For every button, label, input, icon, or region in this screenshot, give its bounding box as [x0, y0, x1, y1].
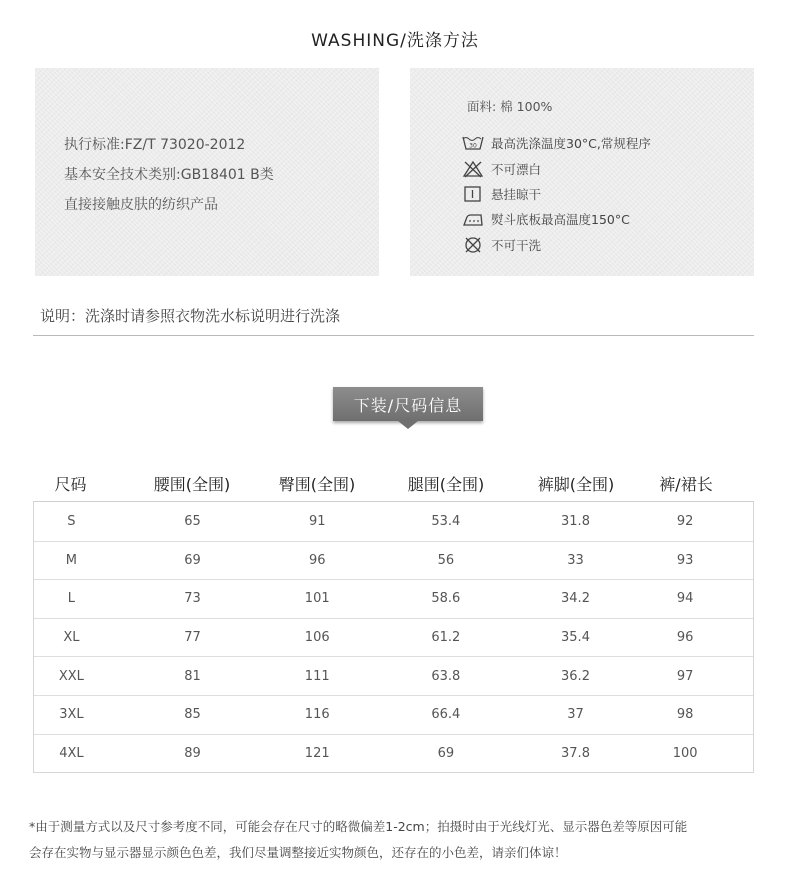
- cell-thigh: 61.2: [431, 630, 461, 646]
- header-waist: 腰围(全围): [153, 475, 231, 494]
- cell-thigh: 58.6: [431, 591, 461, 607]
- cell-size: 4XL: [59, 745, 84, 761]
- disclaimer-line-2: 会存在实物与显示器显示颜色色差，我们尽量调整接近实物颜色，还存在的小色差，请亲们体谅！: [29, 845, 567, 860]
- care-card: [410, 68, 754, 276]
- table-row: [34, 734, 753, 773]
- fabric-composition: 面料: 棉 100%: [467, 99, 553, 114]
- header-size: 尺码: [54, 475, 87, 494]
- header-thigh: 腿围(全围): [407, 475, 485, 494]
- cell-size: XXL: [58, 668, 84, 684]
- standard-line: 执行标准:FZ/T 73020-2012: [64, 137, 246, 153]
- cell-thigh: 69: [437, 745, 455, 761]
- cell-waist: 69: [184, 552, 201, 568]
- header-hem: 裤脚(全围): [537, 475, 615, 494]
- care-label-hang-dry: 悬挂晾干: [491, 187, 542, 202]
- table-row: [34, 695, 753, 734]
- cell-waist: 77: [184, 630, 201, 646]
- cell-thigh: 66.4: [431, 707, 461, 723]
- cell-length: 93: [676, 552, 694, 568]
- cell-hip: 121: [304, 745, 330, 761]
- cell-thigh: 53.4: [431, 513, 461, 529]
- badge-pointer: [398, 421, 418, 429]
- size-table: [33, 466, 754, 773]
- size-section-badge: [333, 387, 483, 429]
- cell-hip: 111: [304, 668, 330, 684]
- care-label-no-dry-clean: 不可干洗: [491, 238, 542, 253]
- cell-length: 96: [676, 630, 694, 646]
- washing-note: 说明：洗涤时请参照衣物洗水标说明进行洗涤: [40, 307, 341, 325]
- cell-length: 97: [676, 668, 694, 684]
- size-section-title: 下装/尺码信息: [333, 387, 483, 421]
- cell-size: S: [67, 513, 76, 529]
- care-item-iron: [462, 209, 630, 229]
- cell-length: 100: [672, 745, 698, 761]
- cell-hem: 31.8: [561, 513, 590, 529]
- cell-length: 92: [676, 513, 694, 529]
- standards-card: [35, 68, 379, 276]
- cell-waist: 65: [184, 513, 201, 529]
- cell-size: L: [67, 591, 76, 607]
- cell-hip: 91: [308, 513, 326, 529]
- washing-title: WASHING/洗涤方法: [311, 31, 479, 51]
- cell-waist: 81: [184, 668, 201, 684]
- cell-size: XL: [63, 630, 80, 646]
- cell-waist: 73: [184, 591, 201, 607]
- care-item-no-bleach: [462, 159, 541, 179]
- care-label-no-bleach: 不可漂白: [491, 162, 542, 177]
- hang-dry-icon: [462, 185, 484, 203]
- cell-hem: 37: [567, 707, 584, 723]
- cell-hip: 96: [308, 552, 326, 568]
- no-dry-clean-icon: [462, 236, 484, 254]
- cell-hem: 36.2: [561, 668, 590, 684]
- cell-hip: 116: [304, 707, 330, 723]
- cell-size: 3XL: [59, 707, 84, 723]
- table-row: [34, 618, 753, 657]
- section-divider: [33, 335, 754, 336]
- cell-hem: 35.4: [561, 630, 590, 646]
- cell-length: 98: [676, 707, 694, 723]
- cell-hip: 106: [304, 630, 330, 646]
- cell-hem: 37.8: [561, 745, 590, 761]
- skin-contact-line: 直接接触皮肤的纺织产品: [64, 197, 218, 213]
- cell-thigh: 56: [437, 552, 455, 568]
- table-row: [34, 656, 753, 695]
- cell-hem: 33: [567, 552, 584, 568]
- size-table-body: [33, 502, 754, 773]
- cell-hip: 101: [304, 591, 330, 607]
- header-length: 裤/裙长: [659, 475, 713, 494]
- cell-waist: 89: [184, 745, 201, 761]
- safety-category-line: 基本安全技术类别:GB18401 B类: [64, 167, 274, 183]
- wash-30-icon: [462, 134, 484, 152]
- table-row: [34, 502, 753, 541]
- iron-icon: [462, 210, 484, 228]
- care-item-no-dry-clean: [462, 235, 541, 255]
- cell-length: 94: [676, 591, 694, 607]
- table-row: [34, 541, 753, 580]
- care-item-hang-dry: [462, 184, 541, 204]
- cell-hem: 34.2: [561, 591, 590, 607]
- table-row: [34, 579, 753, 618]
- size-table-header: [33, 466, 754, 502]
- header-hip: 臀围(全围): [278, 475, 356, 494]
- cell-size: M: [65, 552, 77, 568]
- svg-text:30: 30: [469, 142, 477, 150]
- care-item-wash: [462, 133, 651, 153]
- no-bleach-icon: [462, 160, 484, 178]
- care-label-iron: 熨斗底板最高温度150°C: [491, 212, 630, 227]
- care-label-wash: 最高洗涤温度30°C,常规程序: [491, 136, 651, 151]
- disclaimer-line-1: *由于测量方式以及尺寸参考度不同，可能会存在尺寸的略微偏差1-2cm；拍摄时由于光线灯光、显示器色差等原因可能: [29, 819, 688, 834]
- cell-thigh: 63.8: [431, 668, 461, 684]
- cell-waist: 85: [184, 707, 201, 723]
